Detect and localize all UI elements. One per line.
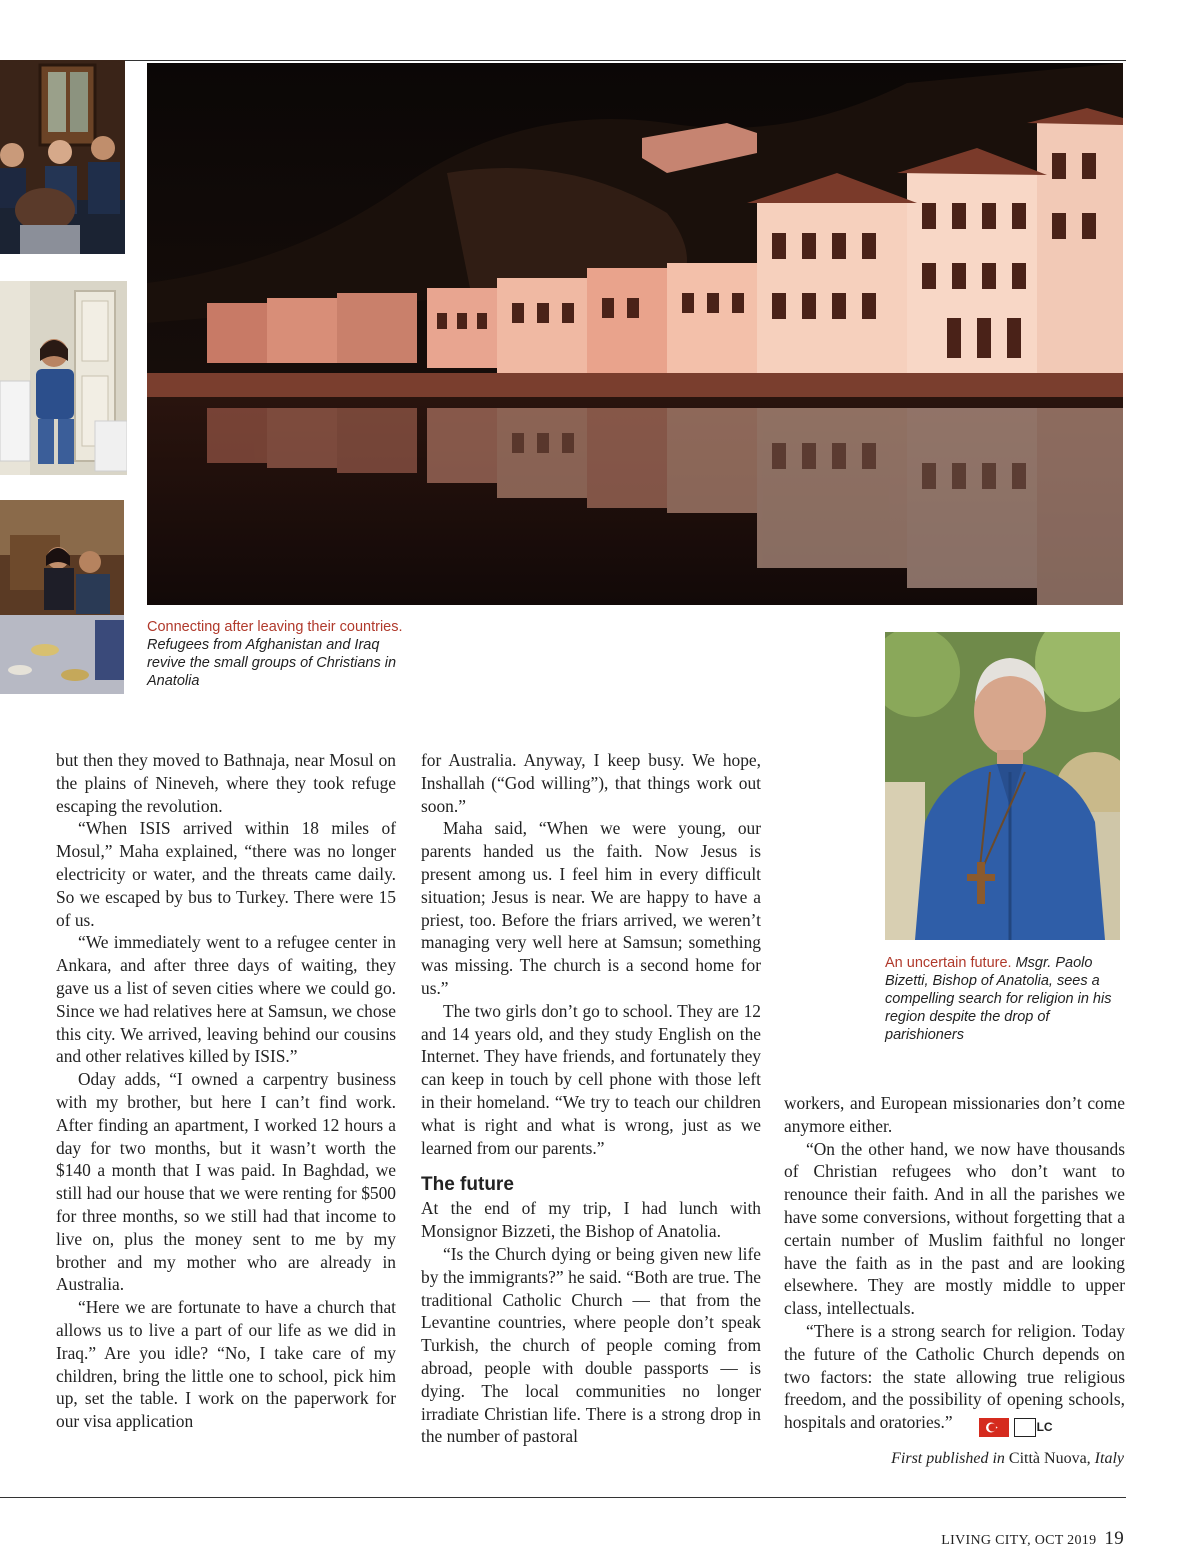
credit-publication: Città Nuova — [1008, 1450, 1087, 1467]
magazine-issue: LIVING CITY, OCT 2019 — [941, 1533, 1097, 1548]
side-photo-girl — [0, 281, 127, 475]
main-photo-amasya-night — [147, 63, 1123, 605]
section-heading: The future — [421, 1174, 514, 1196]
end-marks — [957, 1414, 1053, 1437]
caption-lead: An uncertain future. — [885, 955, 1012, 971]
page-number: 19 — [1104, 1528, 1124, 1549]
article-column-3 — [784, 1092, 1125, 1437]
bishop-photo — [885, 632, 1120, 940]
caption-lead: Connecting after leaving their countries. — [147, 619, 403, 635]
paragraph: “On the other hand, we now have thousands of Christian refugees who don’t want to renounce their faith. And in all the parishes we have some conversions, without forgetting that a certain number of Muslim faithful no longer have the faith as in the past and are looking elsewhere. They are mostly middle to upper class, intellectuals. — [784, 1138, 1125, 1319]
article-column-2 — [421, 749, 761, 1448]
credit-suffix: , Italy — [1086, 1450, 1124, 1467]
paragraph: Oday adds, “I owned a carpentry business with my brother, but here I can’t find work. After finding an apartment, I worked 12 hours a day for two months, but it wasn’t worth the $140 a month that I was paid. In Baghdad, we still had our house that we were renting for $500 for three months, so we still had that income to live on, plus the money sent to me by my brother and my mother who are already in Australia. — [56, 1069, 396, 1295]
paragraph-text: “There is a strong search for religion. Today the future of the Catholic Church depends on two factors: the state allowing true religious freedom, and the possibility of opening schools, hospitals and oratories.” — [784, 1320, 1125, 1433]
article-column-1 — [56, 749, 396, 1433]
bishop-photo-caption — [885, 954, 1120, 1044]
paragraph: for Australia. Anyway, I keep busy. We hope, Inshallah (“God willing”), that things work out soon.” — [421, 750, 761, 816]
top-rule — [0, 60, 1126, 61]
paragraph: At the end of my trip, I had lunch with Monsignor Bizzeti, the Bishop of Anatolia. — [421, 1198, 761, 1242]
paragraph: The two girls don’t go to school. They are 12 and 14 years old, and they study English on the Internet. They have friends, and fortunately they can keep in touch by cell phone with those left in their homeland. “We try to teach our children what is right and what is wrong, just as we learned from our parents.” — [421, 1000, 761, 1158]
turkey-flag-icon — [979, 1418, 1009, 1437]
living-city-logo-icon: LC — [1014, 1418, 1036, 1437]
caption-text: Msgr. Paolo Bizetti, Bishop of Anatolia, sees a compelling search for religion in his region despite the drop of parishioners — [885, 955, 1112, 1043]
page-footer — [941, 1528, 1124, 1550]
paragraph: Maha said, “When we were young, our parents handed us the faith. Now Jesus is present among us. I feel him in every difficult situation; Jesus is near. We are happy to have a priest, too. Before the friars arrived, we weren’t managing very well here at Samsun; something was missing. The church is a second home for us.” — [421, 818, 761, 998]
main-photo-caption — [147, 618, 417, 690]
paragraph: “We immediately went to a refugee center in Ankara, and after three days of waiting, they gave us a list of seven cities where we could go. Since we had relatives here at Samsun, we chose this city. We arrived, leaving behind our cousins and other relatives killed by ISIS.” — [56, 932, 396, 1067]
bottom-rule — [0, 1497, 1126, 1498]
side-photo-meal — [0, 500, 124, 694]
paragraph — [784, 1320, 1125, 1437]
credit-prefix: First published in — [891, 1450, 1005, 1467]
paragraph: “Here we are fortunate to have a church that allows us to live a part of our life as we did in Iraq.” Are you idle? “No, I take care of my children, bring the little one to school, pick him up, set the table. I work on the paperwork for our visa application — [56, 1297, 396, 1432]
paragraph: but then they moved to Bathnaja, near Mosul on the plains of Nineveh, where they took refuge escaping the revolution. — [56, 750, 396, 816]
paragraph: “When ISIS arrived within 18 miles of Mosul,” Maha explained, “there was no longer electricity or water, and the threats came daily. So we escaped by bus to Turkey. There were 15 of us. — [56, 818, 396, 930]
paragraph: “Is the Church dying or being given new life by the immigrants?” he said. “Both are true. The traditional Catholic Church — that from the Levantine countries, where people don’t speak Turkish, the church of people coming from abroad, people with double passports — is dying. The local communities no longer irradiate Christian life. There is a strong drop in the number of pastoral — [421, 1243, 761, 1447]
credit-line — [891, 1450, 1124, 1468]
caption-text: Refugees from Afghanistan and Iraq revive the small groups of Christians in Anatolia — [147, 637, 397, 689]
side-photo-boys — [0, 60, 125, 254]
paragraph: workers, and European missionaries don’t come anymore either. — [784, 1093, 1125, 1136]
